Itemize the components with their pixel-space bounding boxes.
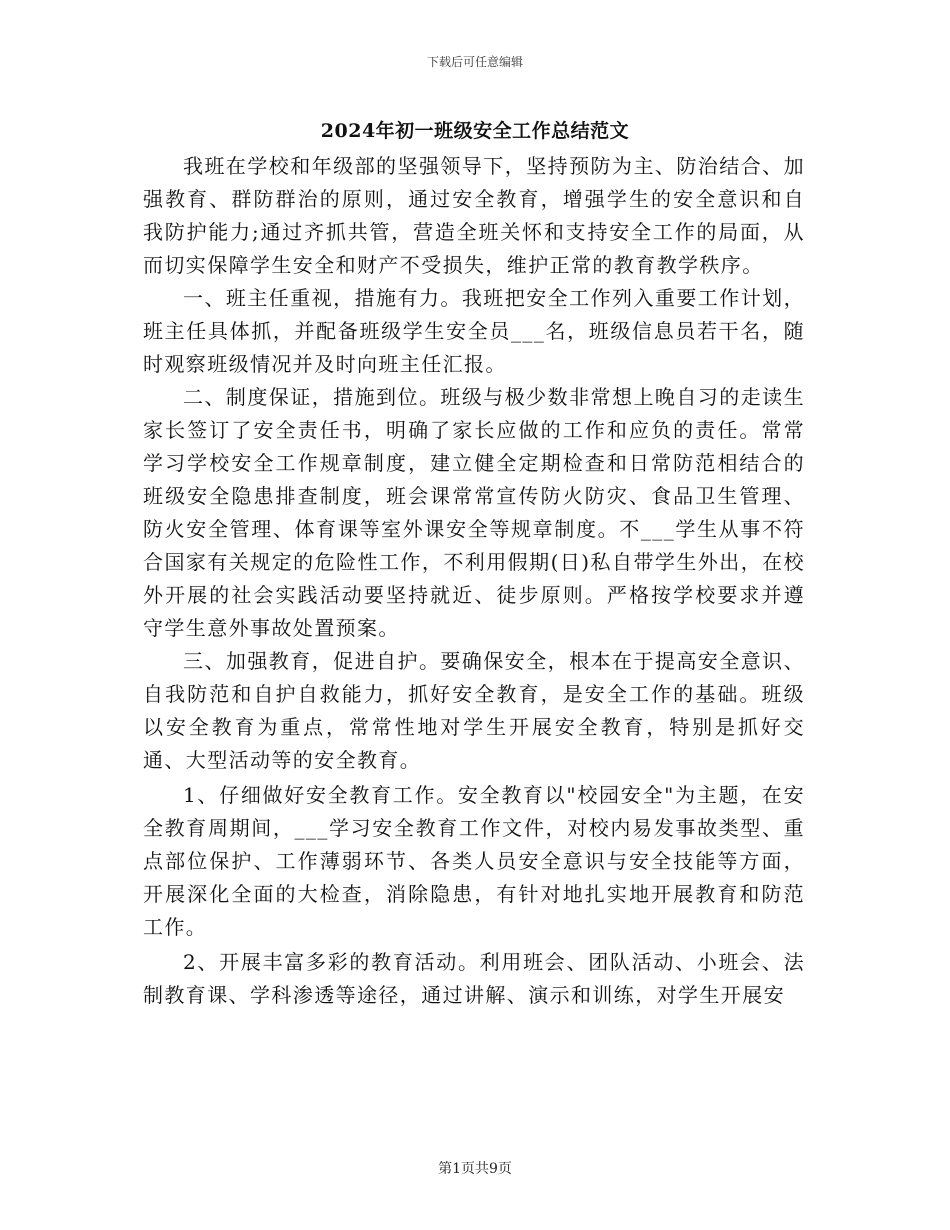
paragraph-intro: 我班在学校和年级部的坚强领导下，坚持预防为主、防治结合、加强教育、群防群治的原则，通过安全教育，增强学生的安全意识和自我防护能力;通过齐抓共管，营造全班关怀和支持安全工作的局面，从而切实保障学生安全和财产不受损失，维护正常的教育教学秩序。 bbox=[143, 154, 805, 277]
document-body bbox=[143, 150, 805, 1012]
page-number-footer: 第1页共9页 bbox=[438, 1161, 512, 1177]
paragraph-section-1: 一、班主任重视，措施有力。我班把安全工作列入重要工作计划，班主任具体抓，并配备班级学生安全员___名，班级信息员若干名，随时观察班级情况并及时向班主任汇报。 bbox=[143, 286, 805, 376]
paragraph-item-1: 1、仔细做好安全教育工作。安全教育以"校园安全"为主题，在安全教育周期间，___学习安全教育工作文件，对校内易发事故类型、重点部位保护、工作薄弱环节、各类人员安全意识与安全技能等方面，开展深化全面的大检查，消除隐患，有针对地扎实地开展教育和防范工作。 bbox=[143, 783, 805, 939]
paragraph-section-2: 二、制度保证，措施到位。班级与极少数非常想上晚自习的走读生家长签订了安全责任书，明确了家长应做的工作和应负的责任。常常学习学校安全工作规章制度，建立健全定期检查和日常防范相结合的班级安全隐患排查制度，班会课常常宣传防火防灾、食品卫生管理、防火安全管理、体育课等室外课安全等规章制度。不___学生从事不符合国家有关规定的危险性工作，不利用假期(日)私自带学生外出，在校外开展的社会实践活动要坚持就近、徒步原则。严格按学校要求并遵守学生意外事故处置预案。 bbox=[143, 385, 805, 640]
paragraph-section-3: 三、加强教育，促进自护。要确保安全，根本在于提高安全意识、自我防范和自护自救能力，抓好安全教育，是安全工作的基础。班级以安全教育为重点，常常性地对学生开展安全教育，特别是抓好交通、大型活动等的安全教育。 bbox=[143, 649, 805, 772]
paragraph-item-2: 2、开展丰富多彩的教育活动。利用班会、团队活动、小班会、法制教育课、学科渗透等途径，通过讲解、演示和训练，对学生开展安 bbox=[143, 950, 805, 1007]
document-title: 2024年初一班级安全工作总结范文 bbox=[320, 120, 630, 142]
header-note: 下载后可任意编辑 bbox=[426, 55, 523, 69]
